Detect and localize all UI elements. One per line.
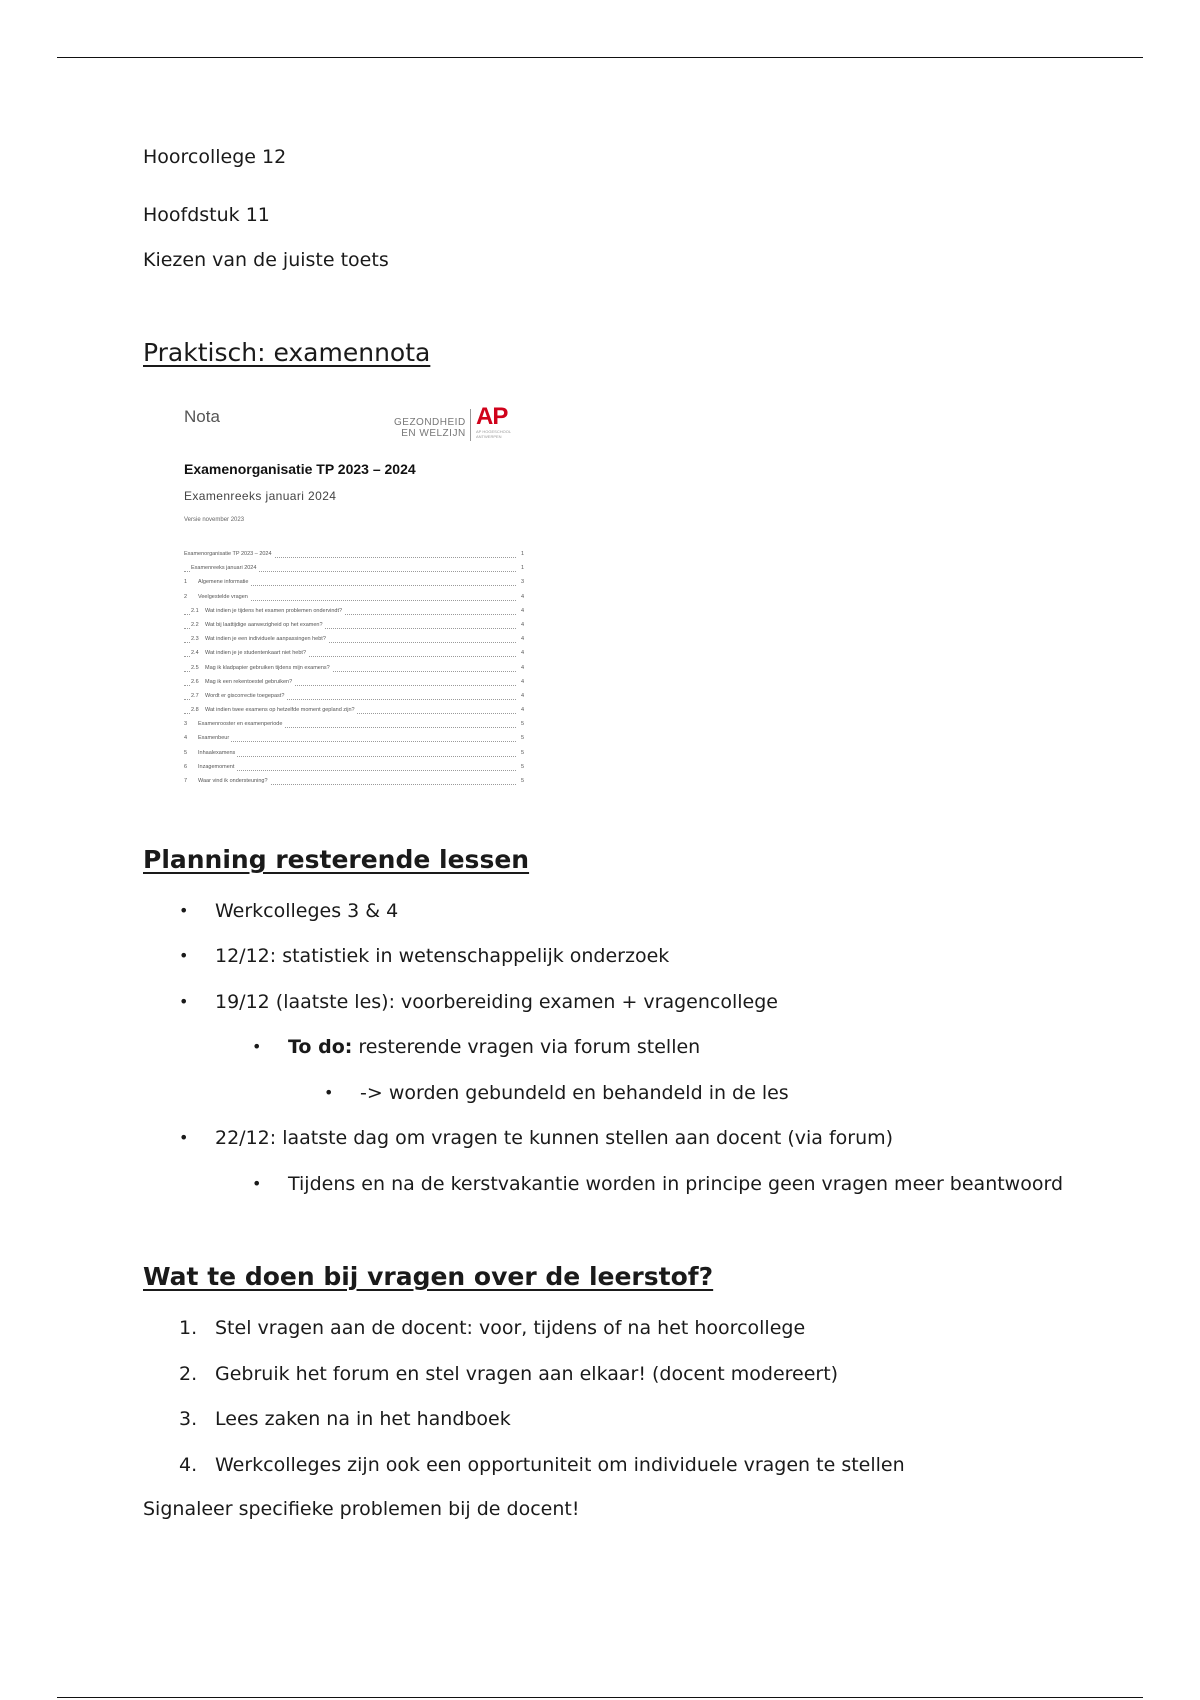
toc-text: Wat indien je een individuele aanpassingen hebt? [205, 636, 326, 643]
nota-logo-subtext: AP HOGESCHOOL ANTWERPEN [476, 429, 512, 439]
toc-page: 4 [520, 707, 524, 714]
toc-label [184, 777, 270, 786]
toc-row [184, 664, 524, 678]
nota-label: Nota [184, 407, 220, 426]
list-number: 4. [179, 1454, 198, 1476]
exam-note-image [170, 397, 560, 822]
bullet-icon: • [252, 1037, 262, 1056]
toc-number: 7 [184, 778, 188, 784]
nota-logo-text: GEZONDHEID EN WELZIJN [394, 417, 466, 439]
toc-label [191, 607, 344, 616]
toc-label [184, 578, 250, 587]
question-item-3: Lees zaken na in het handboek [215, 1408, 511, 1430]
toc-page: 5 [520, 749, 524, 756]
toc-page: 5 [520, 721, 524, 728]
exam-note-heading: Praktisch: examennota [143, 338, 431, 367]
planning-subitem-todo [288, 1035, 700, 1059]
toc-row [184, 678, 524, 692]
nota-subtitle: Examenreeks januari 2024 [184, 489, 337, 503]
nota-table-of-contents [184, 550, 524, 791]
toc-text: Inhaalexamens [198, 749, 236, 756]
toc-page: 5 [520, 763, 524, 770]
toc-label [191, 706, 357, 715]
bullet-icon: • [179, 901, 189, 920]
toc-text: Examenrooster en examenperiode [198, 721, 283, 728]
toc-row [184, 734, 524, 748]
toc-row [184, 763, 524, 777]
toc-leader [184, 741, 516, 742]
list-number: 1. [179, 1317, 198, 1339]
toc-page: 4 [520, 664, 524, 671]
closing-note: Signaleer specifieke problemen bij de docent! [143, 1498, 580, 1520]
toc-label [191, 649, 308, 658]
toc-row [184, 578, 524, 592]
toc-text: Mag ik een rekentoestel gebruiken? [205, 678, 293, 685]
planning-item-statistiek: 12/12: statistiek in wetenschappelijk onderzoek [215, 945, 670, 967]
toc-label [191, 692, 286, 701]
question-item-2: Gebruik het forum en stel vragen aan elkaar! (docent modereert) [215, 1363, 839, 1385]
toc-text: Wat indien twee examens op hetzelfde moment gepland zijn? [205, 707, 355, 714]
toc-row [184, 621, 524, 635]
toc-text: Examenbeur [198, 735, 230, 742]
toc-page: 4 [520, 607, 524, 614]
toc-label [191, 664, 332, 673]
toc-row [184, 593, 524, 607]
toc-row [184, 649, 524, 663]
toc-row [184, 607, 524, 621]
toc-number: 2.7 [191, 692, 199, 699]
toc-page: 3 [520, 579, 524, 586]
toc-row [184, 706, 524, 720]
toc-page: 4 [520, 636, 524, 643]
list-number: 3. [179, 1408, 198, 1430]
toc-page: 4 [520, 678, 524, 685]
toc-number: 2.3 [191, 636, 199, 643]
toc-page: 4 [520, 692, 524, 699]
toc-number: 2.2 [191, 621, 199, 628]
toc-number: 4 [184, 735, 188, 742]
bullet-icon: • [252, 1174, 262, 1193]
toc-page: 1 [520, 551, 524, 557]
toc-row [184, 564, 524, 578]
planning-item-werkcolleges: Werkcolleges 3 & 4 [215, 900, 399, 922]
toc-label [184, 550, 274, 559]
toc-label [191, 621, 325, 630]
toc-label [184, 593, 250, 602]
toc-label [191, 678, 294, 687]
toc-number: 5 [184, 749, 188, 756]
planning-item-laatste-les: 19/12 (laatste les): voorbereiding examen + vragencollege [215, 991, 778, 1013]
nota-version: Versie november 2023 [184, 517, 245, 523]
toc-text: Veelgestelde vragen [198, 593, 248, 600]
toc-text: Examenreeks januari 2024 [191, 565, 257, 572]
toc-page: 1 [520, 565, 524, 572]
toc-label [191, 635, 328, 644]
toc-text: Inzagemoment [198, 763, 235, 770]
toc-text: Wordt er giscorrectie toegepast? [205, 692, 285, 699]
toc-text: Algemene informatie [198, 579, 249, 586]
planning-subsubitem-gebundeld: -> worden gebundeld en behandeld in de les [360, 1082, 789, 1104]
toc-label [184, 734, 231, 743]
toc-number: 2.8 [191, 707, 199, 714]
bullet-icon: • [179, 1128, 189, 1147]
questions-heading: Wat te doen bij vragen over de leerstof? [143, 1262, 714, 1291]
question-item-1: Stel vragen aan de docent: voor, tijdens of na het hoorcollege [215, 1317, 806, 1339]
list-number: 2. [179, 1363, 198, 1385]
footer-rule [57, 1697, 1143, 1698]
toc-row [184, 749, 524, 763]
toc-page: 4 [520, 593, 524, 600]
todo-text: resterende vragen via forum stellen [352, 1036, 701, 1058]
toc-row [184, 692, 524, 706]
toc-row [184, 777, 524, 791]
topic-title: Kiezen van de juiste toets [143, 249, 389, 271]
nota-logo-divider [470, 409, 471, 441]
planning-subitem-kerstvakantie: Tijdens en na de kerstvakantie worden in principe geen vragen meer beantwoord [288, 1173, 1064, 1195]
toc-number: 6 [184, 763, 188, 770]
planning-heading: Planning resterende lessen [143, 845, 530, 874]
toc-page: 5 [520, 735, 524, 742]
toc-page: 5 [520, 778, 524, 784]
toc-text: Wat bij laattijdige aanwezigheid op het examen? [205, 621, 323, 628]
bullet-icon: • [179, 946, 189, 965]
todo-label: To do: [288, 1036, 353, 1058]
bullet-icon: • [179, 992, 189, 1011]
lecture-title: Hoorcollege 12 [143, 146, 287, 168]
ap-logo-icon: AP [476, 403, 508, 430]
toc-label [184, 720, 284, 729]
toc-row [184, 720, 524, 734]
toc-page: 4 [520, 621, 524, 628]
toc-number: 2.5 [191, 664, 199, 671]
question-item-4: Werkcolleges zijn ook een opportuniteit om individuele vragen te stellen [215, 1454, 905, 1476]
toc-text: Wat indien je je studentenkaart niet hebt? [205, 650, 307, 657]
toc-number: 2 [184, 593, 188, 600]
toc-label [191, 564, 258, 573]
toc-number: 2.6 [191, 678, 199, 685]
toc-number: 2.1 [191, 607, 199, 614]
toc-row [184, 635, 524, 649]
toc-number: 1 [184, 579, 188, 586]
bullet-icon: • [324, 1083, 334, 1102]
toc-label [184, 763, 236, 772]
chapter-title: Hoofdstuk 11 [143, 204, 270, 226]
toc-text: Mag ik kladpapier gebruiken tijdens mijn examens? [205, 664, 330, 671]
toc-label [184, 749, 237, 758]
nota-title: Examenorganisatie TP 2023 – 2024 [184, 461, 416, 477]
toc-number: 3 [184, 721, 188, 728]
toc-number: 2.4 [191, 650, 199, 657]
toc-text: Examenorganisatie TP 2023 – 2024 [184, 551, 272, 557]
header-rule [57, 57, 1143, 58]
toc-row [184, 550, 524, 564]
toc-text: Waar vind ik ondersteuning? [198, 778, 268, 784]
planning-item-laatste-dag: 22/12: laatste dag om vragen te kunnen stellen aan docent (via forum) [215, 1127, 894, 1149]
toc-text: Wat indien je tijdens het examen problemen ondervindt? [205, 607, 343, 614]
toc-page: 4 [520, 650, 524, 657]
